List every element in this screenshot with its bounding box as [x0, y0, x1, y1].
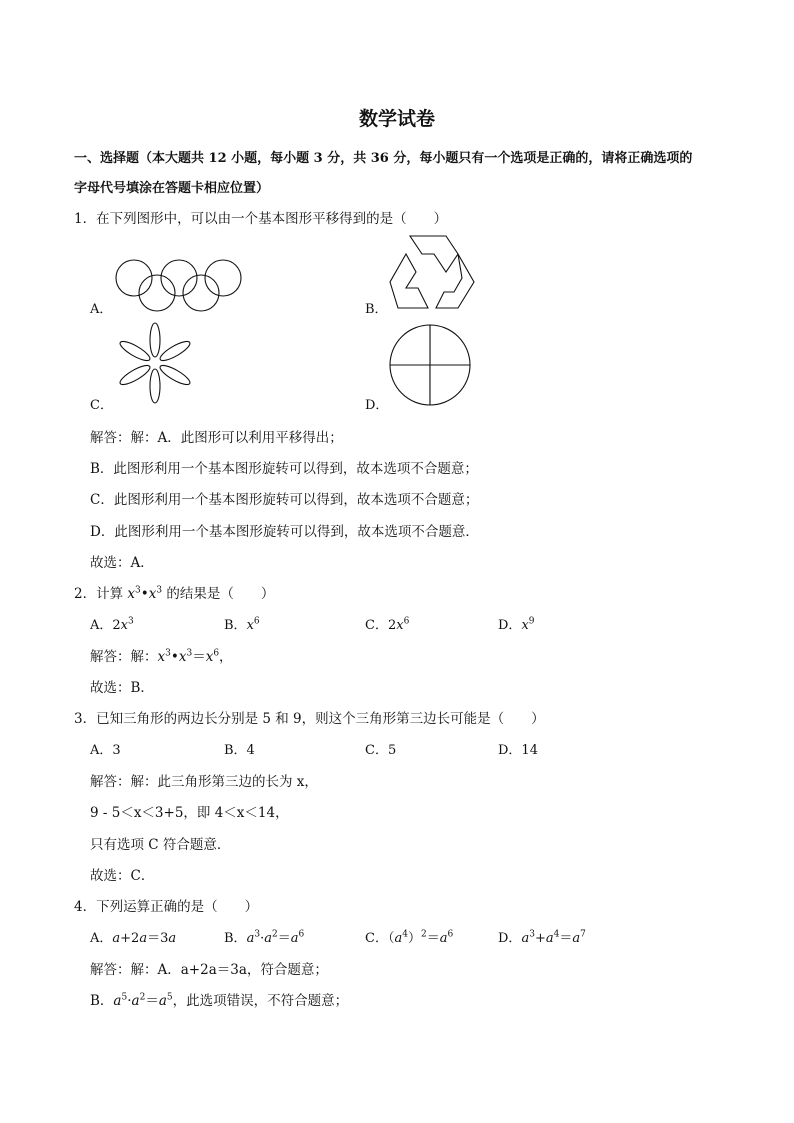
q4-option-c: C．$(a^4)^2=a^6$: [365, 929, 454, 946]
petal-2: [150, 369, 160, 403]
q3-stem: 3．已知三角形的两边长分别是 5 和 9，则这个三角形第三边长可能是（ ）: [74, 711, 545, 727]
petal-5: [158, 338, 192, 364]
petal-3: [118, 338, 152, 364]
q2-stem: 2．计算 $x^3•x^3$ 的结果是（ ）: [74, 585, 275, 602]
q2-option-c: C．$2x^6$: [365, 616, 410, 633]
q1-solution-line: B．此图形利用一个基本图形旋转可以得到，故本选项不合题意；: [90, 461, 478, 477]
q3-option-b: B．4: [224, 743, 255, 758]
q1-stem: 1．在下列图形中，可以由一个基本图形平移得到的是（ ）: [74, 211, 448, 227]
q1-option-c-label: C．: [90, 398, 113, 413]
q3-option-d: D．14: [498, 743, 538, 758]
q4-solution-line: B．$a^5\cdot a^2=a^5$，此选项错误，不符合题意；: [90, 992, 349, 1009]
q4-option-a: A．a+2a＝3a: [90, 931, 177, 946]
q2-solution: 解答：解：$x^3•x^3=x^6$，: [90, 648, 233, 665]
q3-option-a: A．3: [90, 743, 121, 758]
page-title: 数学试卷: [358, 108, 435, 130]
section-heading-line2: 字母代号填涂在答题卡相应位置）: [74, 181, 270, 196]
q3-solution-line: 9 - 5＜x＜3+5，即 4＜x＜14，: [90, 805, 289, 821]
recycle-hexagon-figure: [388, 232, 476, 310]
section-heading-line1: 一、选择题（本大题共 12 小题，每小题 3 分，共 36 分，每小题只有一个选项是正确的，请将正确选项的: [74, 151, 693, 166]
q2-conclusion: 故选：B．: [90, 680, 154, 696]
q2-option-b: B．$x^6$: [224, 616, 260, 633]
q3-option-c: C．5: [365, 743, 397, 758]
petal-4: [158, 362, 192, 388]
q2-option-a: A．$2x^3$: [90, 616, 134, 633]
q4-option-b: B．$a^3\cdot a^2=a^6$: [224, 929, 305, 946]
q1-solution-line: C．此图形利用一个基本图形旋转可以得到，故本选项不合题意；: [90, 492, 479, 508]
petal-1: [150, 323, 160, 357]
q2-stem-prefix: 2．计算: [74, 586, 128, 602]
q4-option-d: D．$a^3+a^4=a^7$: [498, 929, 586, 946]
petal-6: [118, 362, 152, 388]
q4-solution-line: 解答：解：A．a+2a＝3a，符合题意；: [90, 962, 328, 978]
q3-conclusion: 故选：C．: [90, 868, 155, 884]
q1-option-b-label: B．: [365, 302, 388, 317]
q3-solution-line: 只有选项 C 符合题意．: [90, 837, 231, 853]
q1-option-d-label: D．: [365, 398, 389, 413]
q1-solution-line: D．此图形利用一个基本图形旋转可以得到，故本选项不合题意．: [90, 524, 479, 540]
q4-stem: 4．下列运算正确的是（ ）: [74, 899, 259, 915]
q1-solution-line: 故选：A．: [90, 555, 154, 571]
q2-stem-suffix: 的结果是（ ）: [162, 586, 275, 602]
olympic-rings-figure: [110, 258, 244, 314]
flower-petals-figure: [112, 320, 198, 406]
q1-solution-line: 解答：解：A．此图形可以利用平移得出；: [90, 430, 343, 446]
q1-option-a-label: A．: [90, 302, 113, 317]
q3-solution-line: 解答：解：此三角形第三边的长为 x，: [90, 774, 318, 790]
pinwheel-figure: [386, 323, 476, 407]
q2-option-d: D．$x^9$: [498, 616, 535, 633]
